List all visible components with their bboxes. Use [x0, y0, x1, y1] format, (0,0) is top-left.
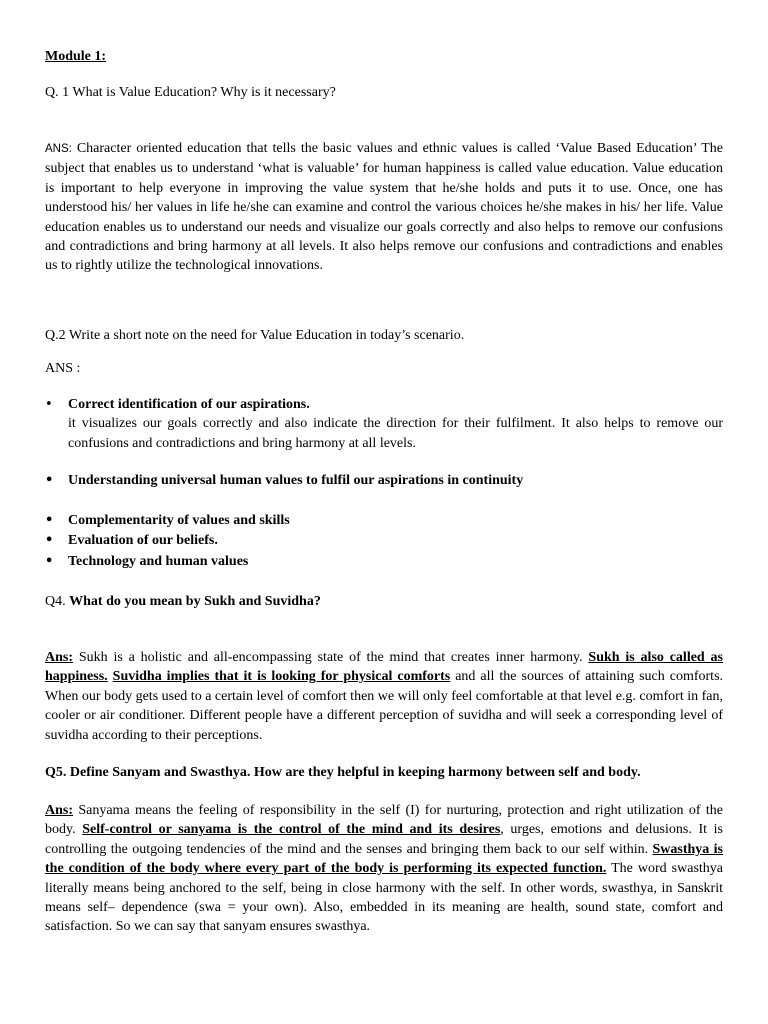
q5-text-1: Sanyama means the feeling of responsibility in the self (I) for nurturing, protection and right utilization of the body.	[45, 803, 723, 838]
q4-ans-label: Ans:	[45, 650, 74, 665]
q2-question: Q.2 Write a short note on the need for Value Education in today’s scenario.	[45, 328, 465, 343]
q2-point-3-list	[45, 511, 723, 572]
q5-question: Q5. Define Sanyam and Swasthya. How are they helpful in keeping harmony between self and body.	[45, 765, 641, 780]
q5-text-2: , urges, emotions and delusions. It is controlling the outgoing tendencies of the mind and the senses and bringing them back to our self within.	[45, 822, 723, 857]
list-item: • Understanding universal human values to fulfil our aspirations in continuity	[45, 471, 723, 490]
q1-ans-label: ANS:	[45, 143, 72, 155]
q4-text-1: Sukh is a holistic and all-encompassing state of the mind that creates inner harmony.	[73, 650, 589, 665]
module-title: Module 1:	[45, 49, 107, 64]
q5-text-3: The word swasthya literally means being anchored to the self, being in close harmony with the self. In other words, swasthya, in Sanskrit means self– dependence (swa = your own). Also, embedded in its meaning are health, sound state, comfort and satisfaction. So we can say that sanyam ensures swasthya.	[45, 861, 724, 935]
q2-point-1-title: • Correct identification of our aspirations.	[68, 397, 310, 412]
q4-underline-2: Suvidha implies that it is looking for physical comforts	[112, 669, 451, 685]
q4-text-3: and all the sources of attaining such comforts. When our body gets used to a certain level of comfort then we will only feel comfortable at that level e.g. comfort in fan, cooler or air conditioner. Different people have a different perception of suvidha and will seek a corresponding level of suvidha according to their perceptions.	[45, 669, 724, 743]
q1-question: Q. 1 What is Value Education? Why is it necessary?	[45, 85, 336, 100]
q4-answer-paragraph	[45, 648, 723, 745]
q2-ans-label: ANS :	[45, 361, 81, 376]
q5-underline-1: Self-control or sanyama is the control of the mind and its desires	[82, 822, 501, 838]
q4-underline-1: Sukh is also called as happiness.	[45, 650, 723, 685]
q1-answer-text: Character oriented education that tells the basic values and ethnic values is called ‘Value Based Education’ The subject that enables us to understand ‘what is valuable’ for human happiness is called value education. Value education is important to help everyone in improving the value system that he/she holds and puts it to use. Once, one has understood his/ her values in life he/she can examine and control the various choices he/she makes in his/ her life. Value education enables us to understand our needs and visualize our goals correctly and also helps to remove our confusions and contradictions and bring harmony at all levels. It also helps remove our confusions and contradictions and enables us to rightly utilize the technological innovations.	[45, 141, 723, 274]
q2-point-1-list	[45, 395, 723, 453]
q1-answer-paragraph	[45, 139, 723, 276]
q5-underline-2: Swasthya is the condition of the body where every part of the body is performing its expected function.	[45, 841, 723, 877]
list-item: • Evaluation of our beliefs.	[45, 531, 723, 551]
list-item: • Complementarity of values and skills	[45, 511, 723, 531]
q2-point-2-list	[45, 471, 723, 490]
q4-question-text: What do you mean by Sukh and Suvidha?	[69, 594, 321, 609]
q2-point-1-text: it visualizes our goals correctly and also indicate the direction for their fulfilment. It also helps to remove our confusions and contradictions and bring harmony at all levels.	[68, 416, 723, 451]
q4-prefix: Q4.	[45, 594, 70, 609]
list-item: • Technology and human values	[45, 552, 723, 572]
q5-answer-paragraph	[45, 801, 723, 937]
list-item	[45, 395, 723, 453]
q4-question	[45, 592, 723, 611]
q5-ans-label: Ans:	[45, 803, 74, 818]
